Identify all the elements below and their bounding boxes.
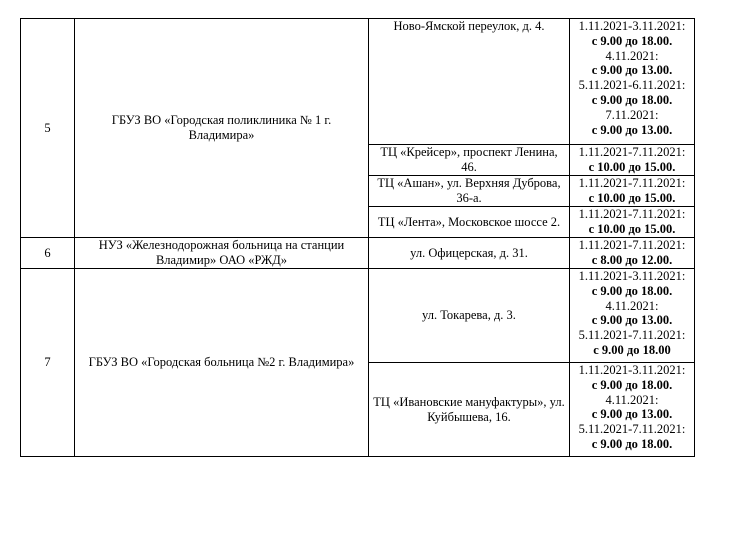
working-hours: с 9.00 до 18.00.: [591, 33, 673, 48]
site-address: Ново-Ямской переулок, д. 4.: [369, 19, 570, 145]
site-address: ул. Офицерская, д. 31.: [369, 238, 570, 269]
table-row: [21, 238, 695, 269]
date-range: 1.11.2021-7.11.2021:: [578, 176, 686, 190]
organization-name: НУЗ «Железнодорожная больница на станции Владимир» ОАО «РЖД»: [75, 238, 369, 269]
table-row: [21, 19, 695, 145]
site-schedule: [570, 176, 695, 207]
date-range: 1.11.2021-7.11.2021:: [578, 207, 686, 221]
working-hours: с 10.00 до 15.00.: [588, 190, 676, 205]
date-range: 1.11.2021-3.11.2021:: [578, 19, 686, 33]
site-schedule: [570, 238, 695, 269]
working-hours: с 8.00 до 12.00.: [591, 252, 673, 267]
site-address: ул. Токарева, д. 3.: [369, 269, 570, 363]
working-hours: с 9.00 до 18.00.: [591, 436, 673, 451]
date-range: 4.11.2021:: [605, 392, 659, 407]
working-hours: с 10.00 до 15.00.: [588, 221, 676, 236]
organization-name: ГБУЗ ВО «Городская поликлиника № 1 г. Владимира»: [75, 19, 369, 238]
site-schedule: [570, 269, 695, 363]
date-range: 1.11.2021-7.11.2021:: [578, 145, 686, 159]
vaccination-schedule-table: [20, 18, 695, 457]
site-address: ТЦ «Ашан», ул. Верхняя Дуброва, 36-а.: [369, 176, 570, 207]
date-range: 7.11.2021:: [605, 107, 659, 122]
date-range: 5.11.2021-6.11.2021:: [578, 78, 686, 93]
date-range: 4.11.2021:: [605, 298, 659, 313]
date-range: 1.11.2021-3.11.2021:: [578, 269, 686, 283]
working-hours: с 9.00 до 18.00: [593, 342, 671, 357]
organization-name: ГБУЗ ВО «Городская больница №2 г. Владимира»: [75, 269, 369, 457]
table-row: [21, 269, 695, 363]
working-hours: с 9.00 до 13.00.: [591, 122, 673, 137]
working-hours: с 9.00 до 13.00.: [591, 63, 673, 78]
working-hours: с 9.00 до 18.00.: [591, 283, 673, 298]
working-hours: с 9.00 до 18.00.: [591, 92, 673, 107]
site-address: ТЦ «Ивановские мануфактуры», ул. Куйбышева, 16.: [369, 363, 570, 457]
date-range: 1.11.2021-3.11.2021:: [578, 363, 686, 377]
date-range: 4.11.2021:: [605, 48, 659, 63]
working-hours: с 10.00 до 15.00.: [588, 159, 676, 174]
site-schedule: [570, 19, 695, 145]
site-address: ТЦ «Лента», Московское шоссе 2.: [369, 207, 570, 238]
working-hours: с 9.00 до 13.00.: [591, 407, 673, 422]
row-number: 5: [21, 19, 75, 238]
site-schedule: [570, 207, 695, 238]
date-range: 5.11.2021-7.11.2021:: [578, 422, 686, 437]
date-range: 5.11.2021-7.11.2021:: [578, 328, 686, 343]
row-number: 7: [21, 269, 75, 457]
site-schedule: [570, 363, 695, 457]
site-schedule: [570, 145, 695, 176]
date-range: 1.11.2021-7.11.2021:: [578, 238, 686, 252]
row-number: 6: [21, 238, 75, 269]
working-hours: с 9.00 до 13.00.: [591, 313, 673, 328]
site-address: ТЦ «Крейсер», проспект Ленина, 46.: [369, 145, 570, 176]
working-hours: с 9.00 до 18.00.: [591, 377, 673, 392]
